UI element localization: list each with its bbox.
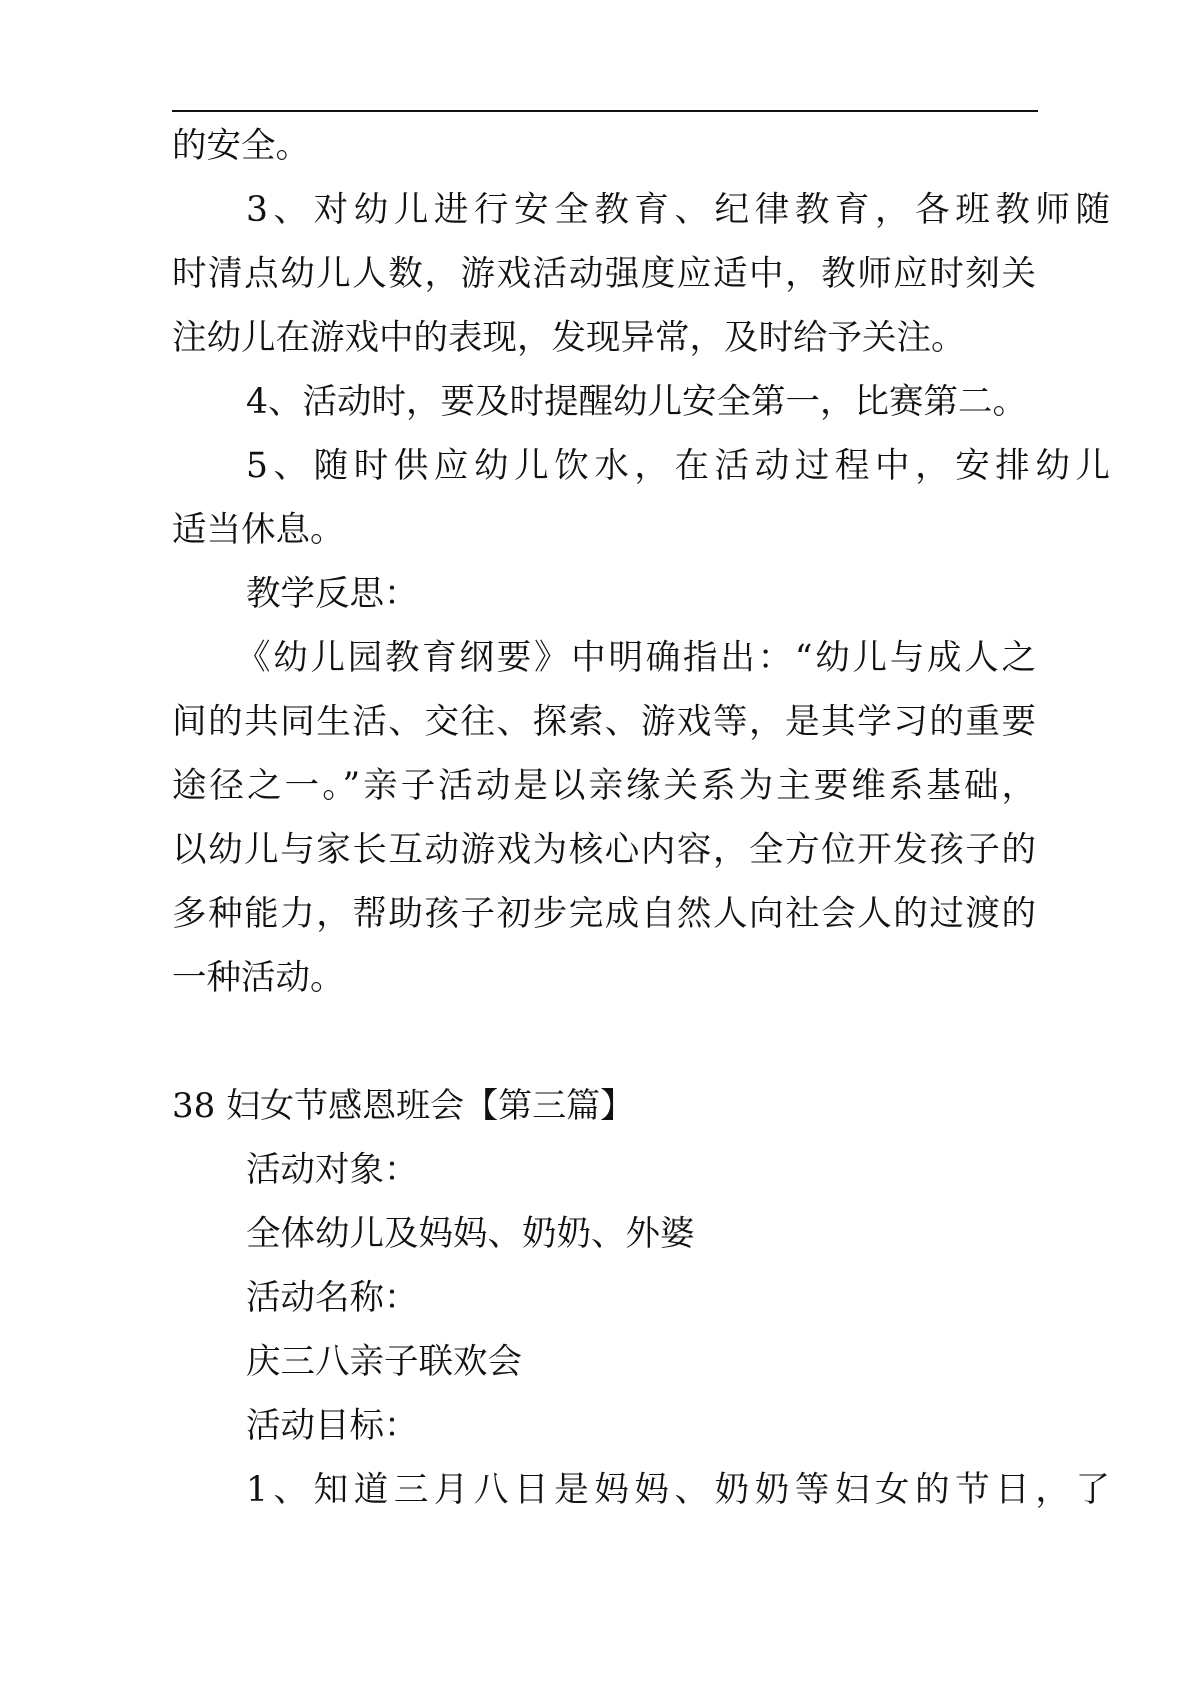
text-line: 途径之一。”亲子活动是以亲缘关系为主要维系基础，: [172, 766, 1036, 806]
text-line: 庆三八亲子联欢会: [246, 1342, 522, 1382]
text-line: 注幼儿在游戏中的表现，发现异常，及时给予关注。: [172, 318, 966, 358]
header-rule: [172, 110, 1038, 112]
text-line: 多种能力，帮助孩子初步完成自然人向社会人的过渡的: [172, 894, 1036, 934]
text-line: 4、活动时，要及时提醒幼儿安全第一，比赛第二。: [246, 382, 1027, 422]
section-heading: 活动名称：: [246, 1278, 419, 1318]
section-heading: 教学反思：: [246, 574, 419, 614]
text-line: 3、对幼儿进行安全教育、纪律教育，各班教师随: [246, 190, 1110, 230]
text-line: 5、随时供应幼儿饮水，在活动过程中，安排幼儿: [246, 446, 1110, 486]
text-line: 1、知道三月八日是妈妈、奶奶等妇女的节日，了: [246, 1470, 1110, 1510]
text-line: 间的共同生活、交往、探索、游戏等，是其学习的重要: [172, 702, 1036, 742]
text-line: 以幼儿与家长互动游戏为核心内容，全方位开发孩子的: [172, 830, 1036, 870]
text-line: 适当休息。: [172, 510, 345, 550]
section-heading: 活动对象：: [246, 1150, 419, 1190]
article-title: 38 妇女节感恩班会【第三篇】: [172, 1086, 635, 1126]
text-line: 全体幼儿及妈妈、奶奶、外婆: [246, 1214, 695, 1254]
text-line: 《幼儿园教育纲要》中明确指出：“幼儿与成人之: [236, 638, 1036, 678]
text-line: 时清点幼儿人数，游戏活动强度应适中，教师应时刻关: [172, 254, 1036, 294]
text-line: 的安全。: [172, 126, 310, 166]
section-heading: 活动目标：: [246, 1406, 419, 1446]
text-line: 一种活动。: [172, 958, 345, 998]
